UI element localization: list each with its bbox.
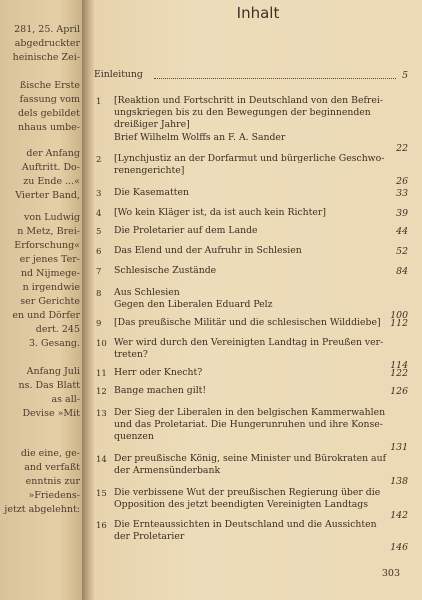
toc-page-number: 131 <box>390 442 408 454</box>
toc-entry-title[interactable]: [Das preußische Militär und die schlesischen Wilddiebe] <box>114 317 381 328</box>
facing-page-line: Anfang Juli <box>26 366 80 377</box>
toc-page-number: 44 <box>396 226 408 237</box>
toc-page-number: 33 <box>396 188 408 199</box>
toc-page-number: 122 <box>390 368 408 379</box>
facing-page-line: Erforschung« <box>14 240 80 251</box>
toc-entry-title[interactable]: [Lynchjustiz an der Dorfarmut und bürgerliche Geschwo- <box>114 153 385 164</box>
toc-entry-title[interactable]: [Reaktion und Fortschritt in Deutschland von den Befrei- <box>114 95 383 106</box>
toc-entry-title[interactable]: Herr oder Knecht? <box>114 367 203 378</box>
facing-page-line: ßische Erste <box>19 80 80 91</box>
toc-entry-number: 13 <box>96 409 107 419</box>
toc-entry-number: 5 <box>96 227 102 237</box>
toc-entry-title[interactable]: renengerichte] <box>114 165 185 177</box>
toc-entry-title[interactable]: Bange machen gilt! <box>114 385 207 396</box>
facing-page-line: nd Nijmege- <box>20 268 80 279</box>
toc-entry-number: 4 <box>96 209 102 219</box>
facing-page-line: nhaus umbe- <box>18 122 80 133</box>
facing-page-line: heinische Zei- <box>12 52 80 63</box>
facing-page-line: Devise »Mit <box>22 408 80 419</box>
facing-page-line: Auftritt. Do- <box>21 162 80 173</box>
toc-entry-number: 14 <box>96 455 107 465</box>
toc-entry-title[interactable]: Einleitung <box>94 69 143 80</box>
facing-page-line: as all- <box>51 394 80 405</box>
toc-entry-number: 12 <box>96 387 107 397</box>
toc-page-number: 26 <box>396 176 408 188</box>
toc-entry-title[interactable]: quenzen <box>114 431 154 443</box>
toc-page-number: 142 <box>390 510 408 522</box>
facing-page-line: er jenes Ter- <box>19 254 80 265</box>
toc-entry-title[interactable]: Die verbissene Wut der preußischen Regierung über die <box>114 487 381 498</box>
facing-page-line: der Anfang <box>26 148 80 159</box>
toc-page-number: 100 <box>390 310 408 322</box>
toc-entry-title[interactable]: treten? <box>114 349 148 361</box>
facing-page-line: ser Gerichte <box>20 296 80 307</box>
facing-page-line: die eine, ge- <box>20 448 80 459</box>
facing-page-line: 3. Gesang. <box>28 338 80 349</box>
facing-page-line: 281, 25. April <box>14 24 80 35</box>
toc-entry-title[interactable]: Die Ernteaussichten in Deutschland und die Aussichten <box>114 519 377 530</box>
toc-entry-number: 6 <box>96 247 102 257</box>
toc-page-number: 39 <box>396 208 408 219</box>
toc-page-number: 146 <box>390 542 408 554</box>
toc-entry-number: 9 <box>96 319 102 329</box>
toc-entry-title[interactable]: der Proletarier <box>114 531 185 543</box>
facing-page-line: dels gebildet <box>17 108 80 119</box>
facing-page-line: n Metz, Brei- <box>17 226 80 237</box>
facing-page-line: fassung vom <box>19 94 80 105</box>
toc-entry-number: 7 <box>96 267 102 277</box>
toc-entry-title[interactable]: Gegen den Liberalen Eduard Pelz <box>114 299 273 311</box>
facing-page-line: Vierter Band, <box>15 190 80 201</box>
toc-page-number: 84 <box>396 266 408 277</box>
toc-entry-number: 2 <box>96 155 102 165</box>
toc-entry-title[interactable]: Die Kasematten <box>114 187 189 198</box>
facing-page-line: abgedruckter <box>14 38 80 49</box>
facing-page-line: enntnis zur <box>25 476 80 487</box>
toc-entry-title[interactable]: ungskriegen bis zu den Bewegungen der beginnenden <box>114 107 371 119</box>
toc-entry-number: 15 <box>96 489 107 499</box>
toc-entry-title[interactable]: Wer wird durch den Vereinigten Landtag in Preußen ver- <box>114 337 384 348</box>
facing-page-line: von Ludwig <box>24 212 80 223</box>
toc-page-number: 126 <box>390 386 408 397</box>
toc-entry-title[interactable]: [Wo kein Kläger ist, da ist auch kein Richter] <box>114 207 326 218</box>
toc-entry-title[interactable]: Aus Schlesien <box>114 287 180 298</box>
toc-entry-number: 11 <box>96 369 107 379</box>
facing-page-line: and verfaßt <box>24 462 80 473</box>
toc-page-number: 114 <box>390 360 408 372</box>
toc-entry-title[interactable]: Schlesische Zustände <box>114 265 217 276</box>
facing-page-line: en und Dörfer <box>12 310 80 321</box>
toc-entry-title[interactable]: Die Proletarier auf dem Lande <box>114 225 258 236</box>
facing-page-line: ns. Das Blatt <box>18 380 80 391</box>
toc-page-number: 138 <box>390 476 408 488</box>
toc-entry-title[interactable]: Das Elend und der Aufruhr in Schlesien <box>114 245 302 256</box>
toc-page-number: 52 <box>396 246 408 257</box>
toc-entry-title[interactable]: und das Proletariat. Die Hungerunruhen und ihre Konse- <box>114 419 383 431</box>
toc-page-number: 112 <box>390 318 408 329</box>
facing-page-line: »Friedens- <box>28 490 80 501</box>
facing-page-line: jetzt abgelehnt: <box>4 504 80 515</box>
toc-entry-number: 10 <box>96 339 107 349</box>
toc-entry-title[interactable]: Der preußische König, seine Minister und Bürokraten auf <box>114 453 387 464</box>
toc-page-number: 22 <box>396 142 408 154</box>
toc-entry-title[interactable]: Brief Wilhelm Wolffs an F. A. Sander <box>114 131 286 143</box>
toc-entry-title[interactable]: Opposition des jetzt beendigten Vereinigten Landtags <box>114 499 369 511</box>
toc-entry-number: 3 <box>96 189 102 199</box>
page-number: 303 <box>381 568 400 579</box>
facing-page-line: zu Ende ...« <box>23 176 80 187</box>
dot-leader <box>154 78 396 79</box>
toc-entry-title[interactable]: dreißiger Jahre] <box>114 119 190 131</box>
facing-page-line: dert. 245 <box>35 324 80 335</box>
toc-entry-number: 8 <box>96 289 102 299</box>
facing-page-line: n irgendwie <box>22 282 80 293</box>
toc-entry-title[interactable]: der Armensünderbank <box>114 465 221 477</box>
contents-page <box>94 0 422 600</box>
toc-entry-number: 16 <box>96 521 107 531</box>
page-title: Inhalt <box>236 4 280 22</box>
toc-page-number: 5 <box>402 70 408 81</box>
facing-page-left <box>0 0 84 600</box>
toc-entry-title[interactable]: Der Sieg der Liberalen in den belgischen Kammerwahlen <box>114 407 386 418</box>
toc-entry-number: 1 <box>96 97 102 107</box>
